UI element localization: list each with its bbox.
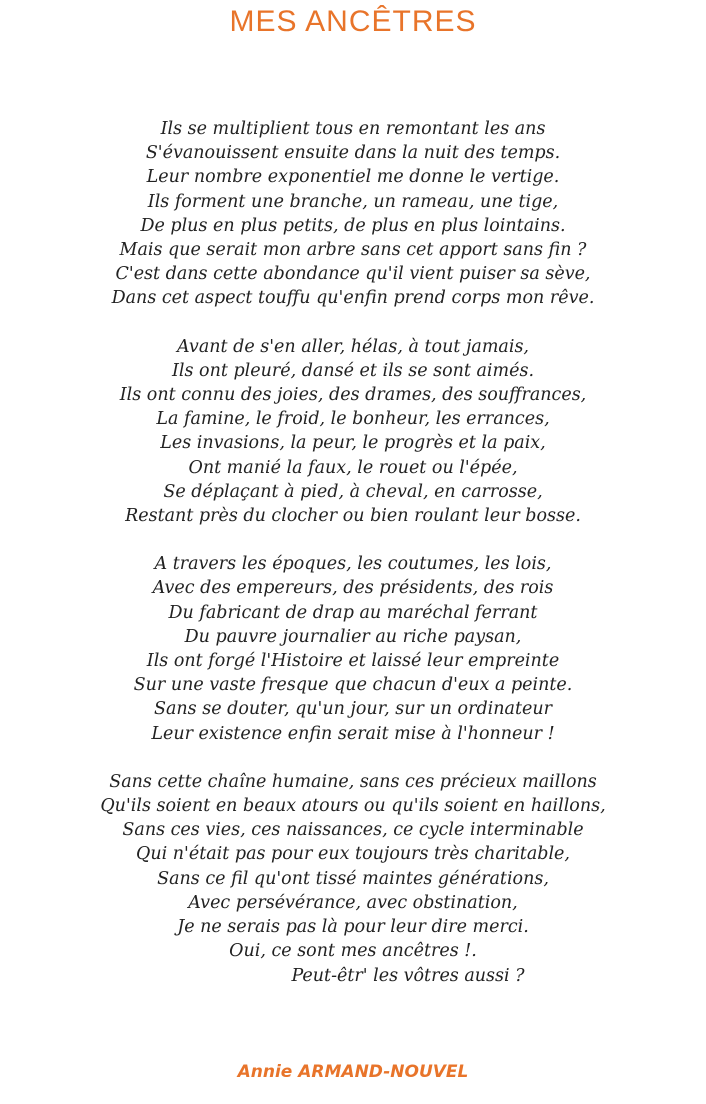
poem-line: Oui, ce sont mes ancêtres !. [229, 941, 477, 962]
poem-line: Dans cet aspect touffu qu'enfin prend corps mon rêve. [111, 288, 595, 309]
stanza-2 [0, 335, 706, 529]
poem-body [0, 117, 706, 1012]
poem-line: Du fabricant de drap au maréchal ferrant [168, 602, 538, 623]
poem-line: Peut-êtr' les vôtres aussi ? [291, 965, 525, 986]
poem-line: Ils ont pleuré, dansé et ils se sont aimés. [171, 360, 535, 381]
poem-line: Sans ces vies, ces naissances, ce cycle interminable [122, 820, 584, 841]
poem-line: Du pauvre journalier au riche paysan, [184, 626, 522, 647]
poem-line: Sans se douter, qu'un jour, sur un ordinateur [153, 699, 552, 720]
poem-line: S'évanouissent ensuite dans la nuit des temps. [145, 143, 561, 164]
poem-line: Ils se multiplient tous en remontant les ans [160, 119, 546, 139]
poem-line: Qu'ils soient en beaux atours ou qu'ils soient en haillons, [100, 796, 606, 817]
poem-line: La famine, le froid, le bonheur, les errances, [156, 409, 550, 430]
poem-line: De plus en plus petits, de plus en plus lointains. [140, 215, 566, 236]
poem-line: Avec persévérance, avec obstination, [188, 892, 518, 913]
stanza-1 [0, 117, 706, 311]
poem-line: Les invasions, la peur, le progrès et la paix, [160, 433, 546, 454]
poem-line: Leur nombre exponentiel me donne le vertige. [146, 167, 560, 188]
poem-line: Restant près du clocher ou bien roulant leur bosse. [125, 506, 581, 527]
poem-line: Je ne serais pas là pour leur dire merci. [177, 917, 529, 938]
poem-line: Avant de s'en aller, hélas, à tout jamais, [177, 336, 529, 357]
poem-line: Se déplaçant à pied, à cheval, en carrosse, [163, 481, 543, 502]
stanza-4 [0, 770, 706, 988]
poem-line: Ils ont forgé l'Histoire et laissé leur empreinte [146, 651, 560, 672]
poem-line: C'est dans cette abondance qu'il vient puiser sa sève, [115, 264, 591, 285]
poem-line: Qui n'était pas pour eux toujours très charitable, [136, 844, 570, 865]
author-signature: Annie ARMAND-NOUVEL [237, 1062, 469, 1082]
poem-line: Ils forment une branche, un rameau, une tige, [147, 191, 559, 212]
poem-title: MES ANCÊTRES [229, 5, 477, 38]
poem-line: Leur existence enfin serait mise à l'honneur ! [151, 723, 555, 744]
stanza-3 [0, 552, 706, 746]
poem-line: Sans ce fil qu'ont tissé maintes générations, [157, 868, 549, 889]
poem-line: Avec des empereurs, des présidents, des rois [152, 578, 554, 599]
poem-line: Sans cette chaîne humaine, sans ces précieux maillons [109, 771, 597, 792]
poem-line: A travers les époques, les coutumes, les lois, [154, 554, 552, 575]
poem-line: Ont manié la faux, le rouet ou l'épée, [188, 457, 518, 478]
poem-line: Mais que serait mon arbre sans cet apport sans fin ? [119, 240, 587, 261]
poem-line: Ils ont connu des joies, des drames, des souffrances, [119, 385, 587, 406]
poem-line: Sur une vaste fresque que chacun d'eux a peinte. [133, 675, 573, 696]
